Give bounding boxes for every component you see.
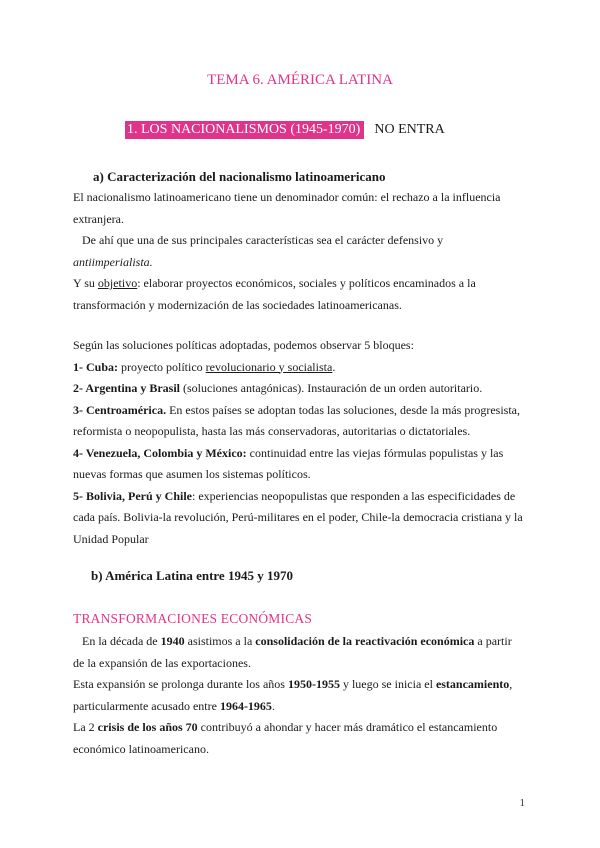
text-line: nuevas formas que asumen los sistemas políticos.: [73, 467, 311, 481]
text-line: particularmente acusado entre 1964-1965.: [73, 698, 275, 713]
text-line: cada país. Bolivia-la revolución, Perú-militares en el poder, Chile-la democracia cristiana y la: [73, 510, 523, 524]
section-heading-nacionalismos: [125, 122, 445, 138]
text-line: De ahí que una de sus principales características sea el carácter defensivo y: [73, 233, 444, 247]
transformaciones-heading: TRANSFORMACIONES ECONÓMICAS: [73, 611, 313, 626]
text-line: extranjera.: [73, 211, 124, 226]
paragraph-transformaciones: [73, 631, 512, 760]
list-item: 2- Argentina y Brasil (soluciones antagónicas). Instauración de un orden autoritario.: [73, 381, 483, 395]
text-line: antiimperialista.: [73, 254, 153, 269]
text-line: El nacionalismo latinoamericano tiene un denominador común: el rechazo a la influencia: [73, 190, 501, 204]
list-item: 4- Venezuela, Colombia y México: continuidad entre las viejas fórmulas populistas y las: [73, 445, 504, 460]
text-line: transformación y modernización de las sociedades latinoamericanas.: [73, 297, 402, 312]
subheading-a: a) Caracterización del nacionalismo latinoamericano: [93, 169, 386, 184]
list-item: 1- Cuba: proyecto político revolucionario y socialista.: [73, 359, 336, 374]
paragraph-blocks: [73, 335, 523, 550]
text-line: de la expansión de las exportaciones.: [73, 655, 251, 670]
text-line: Esta expansión se prolonga durante los años 1950-1955 y luego se inicia el estancamiento,: [73, 677, 513, 691]
section-note: NO ENTRA: [374, 122, 445, 137]
subheading-b: b) América Latina entre 1945 y 1970: [91, 568, 293, 583]
text-line: Según las soluciones políticas adoptadas, podemos observar 5 bloques:: [73, 338, 414, 352]
text-line: económico latinoamericano.: [73, 741, 209, 756]
page-number: 1: [519, 797, 525, 809]
page-title: TEMA 6. AMÉRICA LATINA: [207, 72, 393, 88]
text-line: reformista o neopopulista, hasta las más conservadoras, autoritarias o dictatoriales.: [73, 424, 471, 438]
section-label: 1. LOS NACIONALISMOS (1945-1970): [125, 121, 364, 139]
list-item: 5- Bolivia, Perú y Chile: experiencias neopopulistas que responden a las especificidades de: [73, 488, 516, 503]
text-line: En la década de 1940 asistimos a la consolidación de la reactivación económica a partir: [73, 634, 512, 648]
text-line: La 2 crisis de los años 70 contribuyó a ahondar y hacer más dramático el estancamiento: [73, 720, 498, 734]
list-item: 3- Centroamérica. En estos países se adoptan todas las soluciones, desde la más progresista,: [73, 402, 521, 417]
text-line: Unidad Popular: [73, 531, 149, 546]
paragraph-intro: [73, 187, 501, 316]
text-line: Y su objetivo: elaborar proyectos económicos, sociales y políticos encaminados a la: [73, 276, 476, 290]
